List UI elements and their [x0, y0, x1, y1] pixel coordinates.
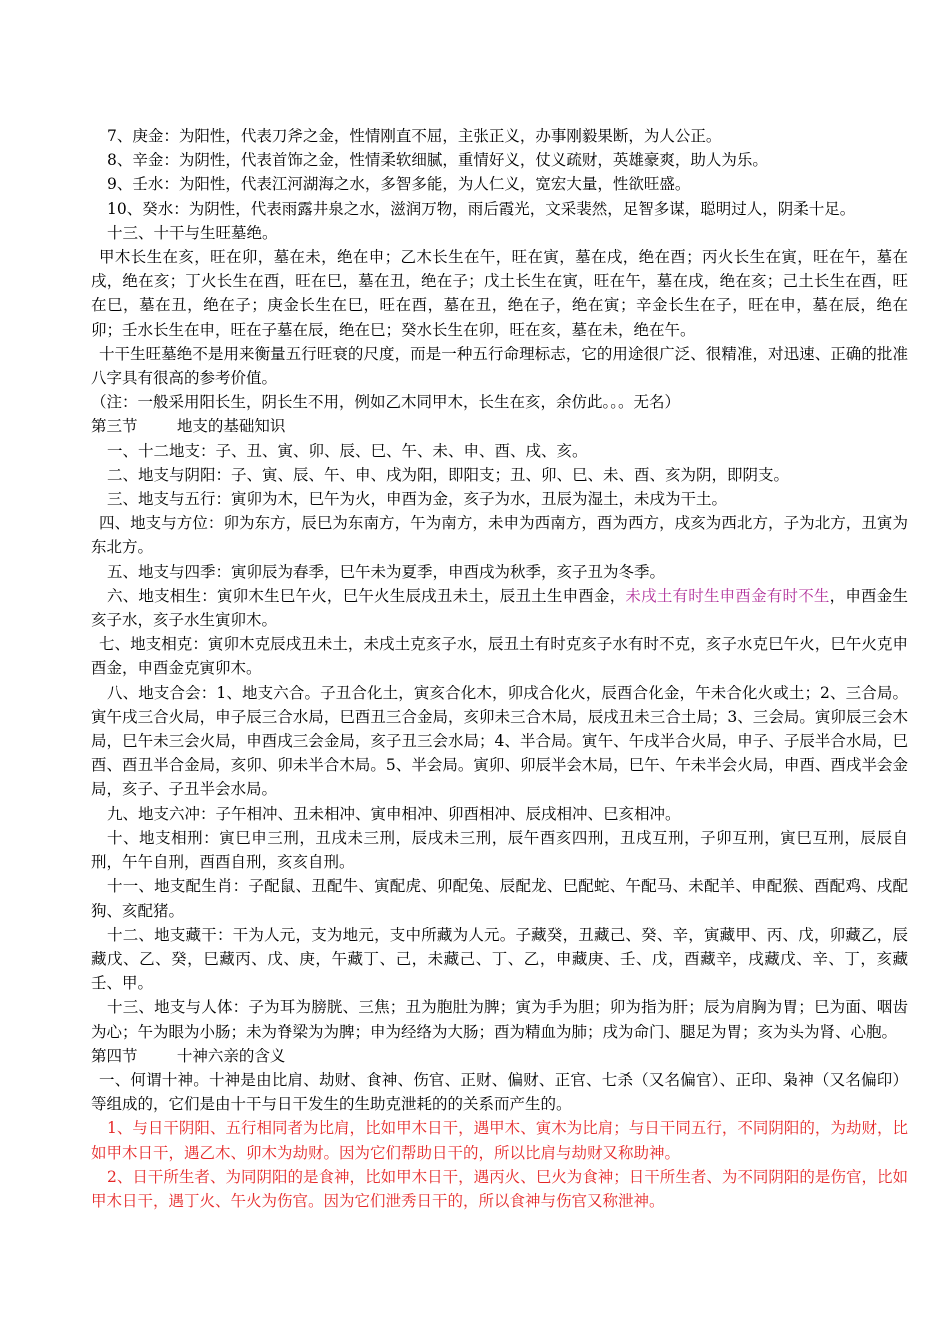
- generation-text-b: ，申酉金生亥子水，亥子水生寅卯木。: [91, 586, 908, 630]
- paragraph-branch-generation: [91, 584, 908, 632]
- annotation-note: （注：一般采用阳长生，阴长生不用，例如乙木同甲木，长生在亥，余仿此。。。无名）: [91, 393, 681, 412]
- paragraph-branch-combinations: 八、地支合会：1、地支六合。子丑合化土，寅亥合化木，卯戌合化火，辰酉合化金，午未合化火或土；2、三合局。寅午戌三合火局，申子辰三合水局，巳酉丑三合金局，亥卯未三合木局，辰戌丑未三合土局；3、三会局。寅卯辰三会木局，巳午未三会火局，申酉戌三会金局，亥子丑三会水局；4、半合局。寅午、午戌半合火局，申子、子辰半合水局，巳酉、酉丑半合金局，亥卯、卯未半合木局。5、半会局。寅卯、卯辰半会木局，巳午、午未半会火局，申酉、酉戌半会金局，亥子、子丑半会水局。: [91, 683, 908, 799]
- paragraph-branch-restraint: 七、地支相克：寅卯木克辰戌丑未土，未戌土克亥子水，辰丑土有时克亥子水有时不克，亥子水克巳午火，巳午火克申酉金，申酉金克寅卯木。: [91, 635, 908, 678]
- paragraph-branch-clashes: 九、地支六冲：子午相冲、丑未相冲、寅申相冲、卯酉相冲、辰戌相冲、巳亥相冲。: [107, 804, 681, 823]
- chapter-heading-3: 第三节 地支的基础知识: [91, 417, 286, 436]
- paragraph-branch-seasons: 五、地支与四季：寅卯辰为春季，巳午未为夏季，申酉戌为秋季，亥子丑为冬季。: [107, 562, 666, 581]
- paragraph-branch-hidden-stems: 十二、地支藏干：干为人元，支为地元，支中所藏为人元。子藏癸，丑藏己、癸、辛，寅藏甲、丙、戊，卯藏乙，辰藏戊、乙、癸，巳藏丙、戊、庚，午藏丁、己，未藏己、丁、乙，申藏庚、壬、戊，酉藏辛，戌藏戊、辛、丁，亥藏壬、甲。: [91, 925, 908, 993]
- paragraph-branch-elements: 三、地支与五行：寅卯为木，巳午为火，申酉为金，亥子为水，丑辰为湿土，未戌为干土。: [107, 490, 728, 509]
- paragraph-branch-zodiac: 十一、地支配生肖：子配鼠、丑配牛、寅配虎、卯配兔、辰配龙、巳配蛇、午配马、未配羊、申配猴、酉配鸡、戌配狗、亥配猪。: [91, 877, 908, 920]
- chapter-heading-4: 第四节 十神六亲的含义: [91, 1046, 286, 1065]
- paragraph-bijian-jiecai: 1、与日干阴阳、五行相同者为比肩，比如甲木日干，遇甲木、寅木为比肩；与日干同五行，不同阴阳的，为劫财，比如甲木日干，遇乙木、卯木为劫财。因为它们帮助日干的，所以比肩与劫财又称助神。: [91, 1119, 908, 1162]
- paragraph-branch-body: 十三、地支与人体：子为耳为膀胱、三焦；丑为胞肚为脾；寅为手为胆；卯为指为肝；辰为肩胸为胃；巳为面、咽齿为心；午为眼为小肠；未为脊梁为为脾；申为经络为大肠；酉为精血为肺；戌为命门、腿足为胃；亥为头为肾、心胞。: [91, 998, 908, 1041]
- paragraph-xin-metal: 8、辛金：为阴性，代表首饰之金，性情柔软细腻，重情好义，仗义疏财，英雄豪爽，助人为乐。: [107, 151, 768, 170]
- generation-text-a: 六、地支相生：寅卯木生巳午火，巳午火生辰戌丑未土，辰丑土生申酉金，: [107, 586, 626, 605]
- paragraph-geng-metal: 7、庚金：为阳性，代表刀斧之金，性情刚直不屈，主张正义，办事刚毅果断，为人公正。: [107, 127, 722, 145]
- paragraph-ten-gods: 一、何谓十神。十神是由比肩、劫财、食神、伤官、正财、偏财、正官、七杀（又名偏官）、正印、枭神（又名偏印）等组成的，它们是由十干与日干发生的生助克泄耗的的关系而产生的。: [91, 1070, 908, 1114]
- paragraph-life-stages: 甲木长生在亥，旺在卯，墓在未，绝在申；乙木长生在午，旺在寅，墓在戌，绝在酉；丙火长生在寅，旺在午，墓在戌，绝在亥；丁火长生在酉，旺在巳，墓在丑，绝在子；戊土长生在寅，旺在午，墓在戌，绝在亥；己土长生在酉，旺在巳，墓在丑，绝在子；庚金长生在巳，旺在酉，墓在丑，绝在子，绝在寅；辛金长生在子，旺在申，墓在辰，绝在卯；壬水长生在申，旺在子墓在辰，绝在巳；癸水长生在卯，旺在亥，墓在未，绝在午。: [91, 248, 908, 339]
- paragraph-twelve-branches: 一、十二地支：子、丑、寅、卯、辰、巳、午、未、申、酉、戌、亥。: [107, 441, 588, 460]
- paragraph-ren-water: 9、壬水：为阳性，代表江河湖海之水，多智多能，为人仁义，宽宏大量，性欲旺盛。: [107, 175, 691, 194]
- paragraph-gui-water: 10、癸水：为阴性，代表雨露井泉之水，滋润万物，雨后霞光，文采裴然，足智多谋，聪明过人，阴柔十足。: [107, 199, 856, 218]
- paragraph-branch-directions: 四、地支与方位：卯为东方，辰巳为东南方，午为南方，未申为西南方，酉为西方，戌亥为西北方，子为北方，丑寅为东北方。: [91, 514, 908, 557]
- paragraph-shishen-shangguan: 2、日干所生者、为同阴阳的是食神，比如甲木日干，遇丙火、巳火为食神；日干所生者、为不同阴阳的是伤官，比如甲木日干，遇丁火、午火为伤官。因为它们泄秀日干的，所以食神与伤官又称泄神。: [91, 1167, 908, 1210]
- generation-highlight: 未戌土有时生申酉金有时不生: [625, 586, 830, 605]
- paragraph-branch-yinyang: 二、地支与阴阳：子、寅、辰、午、申、戌为阳，即阳支；丑、卯、巳、未、酉、亥为阴，即阴支。: [107, 465, 790, 484]
- paragraph-branch-punishments: 十、地支相刑：寅巳申三刑，丑戌未三刑，辰戌未三刑，辰午酉亥四刑，丑戌互刑，子卯互刑，寅巳互刑，辰辰自刑，午午自刑，酉酉自刑，亥亥自刑。: [91, 828, 908, 872]
- paragraph-life-stages-note: 十干生旺墓绝不是用来衡量五行旺衰的尺度，而是一种五行命理标志，它的用途很广泛、很精准，对迅速、正确的批准八字具有很高的参考价值。: [91, 344, 908, 388]
- document-page: [91, 124, 908, 1213]
- section-heading-13: 十三、十干与生旺墓绝。: [107, 223, 278, 242]
